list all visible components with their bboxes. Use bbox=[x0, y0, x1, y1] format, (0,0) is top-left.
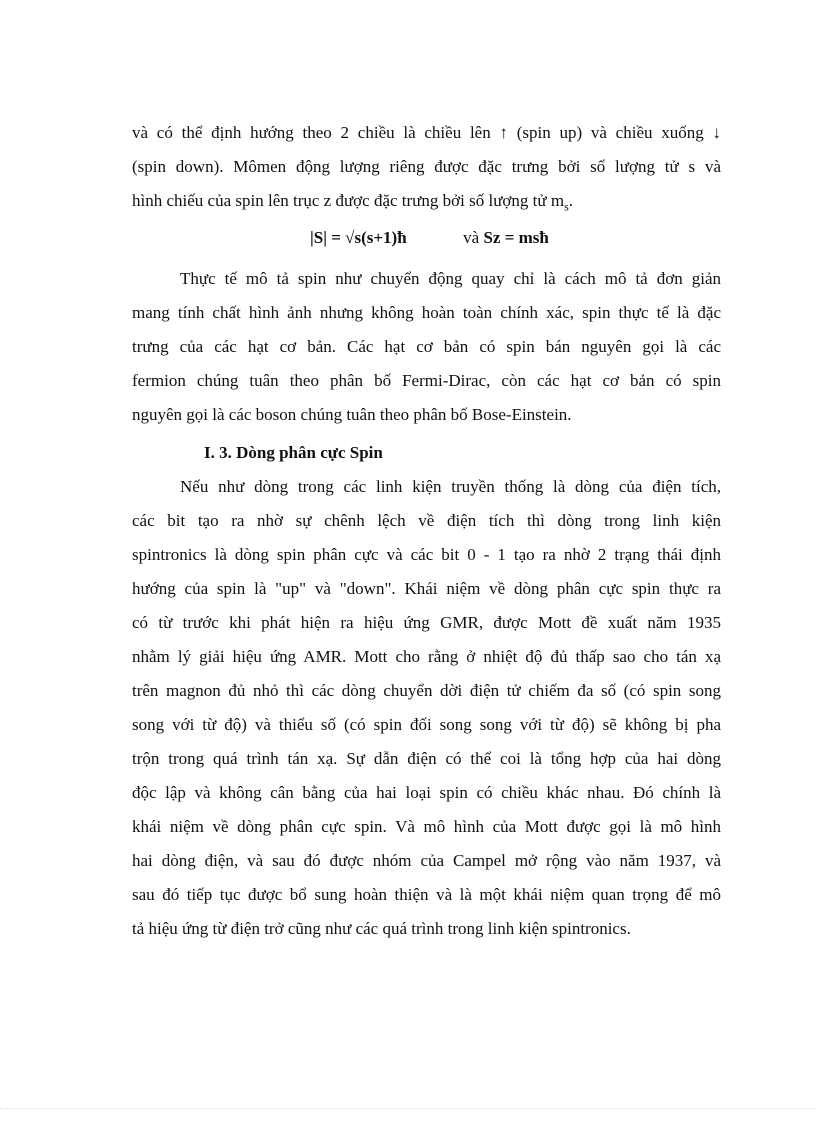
text-line: có từ trước khi phát hiện ra hiệu ứng GMR, được Mott đề xuất năm 1935 bbox=[132, 613, 721, 632]
text-line-content: hình chiếu của spin lên trục z được đặc trưng bởi số lượng tử m bbox=[132, 191, 565, 210]
text-line: Nếu như dòng trong các linh kiện truyền thống là dòng của điện tích, bbox=[180, 477, 721, 496]
formula-spin-projection: Sz = msħ bbox=[483, 228, 549, 247]
text-line: nguyên gọi là các boson chúng tuân theo phân bố Bose-Einstein. bbox=[132, 405, 572, 424]
text-line: các bit tạo ra nhờ sự chênh lệch về điện tích thì dòng trong linh kiện bbox=[132, 511, 721, 530]
text-line: khái niệm về dòng phân cực spin. Và mô hình của Mott được gọi là mô hình bbox=[132, 817, 721, 836]
formula-connector: và bbox=[463, 228, 480, 247]
text-line: sau đó tiếp tục được bổ sung hoàn thiện và là một khái niệm quan trọng để mô bbox=[132, 885, 721, 904]
text-line: hai dòng điện, và sau đó được nhóm của Campel mở rộng vào năm 1937, và bbox=[132, 851, 721, 870]
section-heading: I. 3. Dòng phân cực Spin bbox=[204, 443, 383, 462]
text-line: nhằm lý giải hiệu ứng AMR. Mott cho rằng ở nhiệt độ đủ thấp sao cho tán xạ bbox=[132, 647, 721, 666]
text-line: Thực tế mô tả spin như chuyển động quay chỉ là cách mô tả đơn giản bbox=[180, 269, 721, 288]
text-line: trưng của các hạt cơ bản. Các hạt cơ bản có spin bán nguyên gọi là các bbox=[132, 337, 721, 356]
text-line: trộn trong quá trình tán xạ. Sự dẫn điện có thể coi là tổng hợp của hai dòng bbox=[132, 749, 721, 768]
text-line: độc lập và không cân bằng của hai loại spin có chiều khác nhau. Đó chính là bbox=[132, 783, 721, 802]
sentence-end: . bbox=[568, 191, 573, 210]
paragraph-spin-reality bbox=[132, 262, 721, 432]
text-line: hướng của spin là "up" và "down". Khái niệm về dòng phân cực spin thực ra bbox=[132, 579, 721, 598]
page-bottom-rule bbox=[0, 1108, 816, 1109]
subscript-s: s bbox=[564, 199, 569, 214]
text-line: song với từ độ) và thiểu số (có spin đối song song với từ độ) sẽ không bị pha bbox=[132, 715, 721, 734]
text-line: và có thể định hướng theo 2 chiều là chiều lên ↑ (spin up) và chiều xuống ↓ bbox=[132, 123, 721, 142]
text-line bbox=[132, 184, 721, 218]
text-line: tả hiệu ứng từ điện trở cũng như các quá trình trong linh kiện spintronics. bbox=[132, 919, 631, 938]
text-line: trên magnon đủ nhỏ thì các dòng chuyển dời điện tử chiếm đa số (có spin song bbox=[132, 681, 721, 700]
text-line: fermion chúng tuân theo phân bố Fermi-Dirac, còn các hạt cơ bản có spin bbox=[132, 371, 721, 390]
paragraph-spin-orientation bbox=[132, 116, 721, 218]
formula-spin-magnitude: |S| = √s(s+1)ħ bbox=[310, 228, 407, 247]
paragraph-spin-polarized-current bbox=[132, 470, 721, 946]
spin-formula bbox=[310, 222, 549, 254]
text-line: spintronics là dòng spin phân cực và các bit 0 - 1 tạo ra nhờ 2 trạng thái định bbox=[132, 545, 721, 564]
text-line: (spin down). Mômen động lượng riêng được đặc trưng bởi số lượng tử s và bbox=[132, 157, 721, 176]
text-line: mang tính chất hình ảnh nhưng không hoàn toàn chính xác, spin thực tế là đặc bbox=[132, 303, 721, 322]
